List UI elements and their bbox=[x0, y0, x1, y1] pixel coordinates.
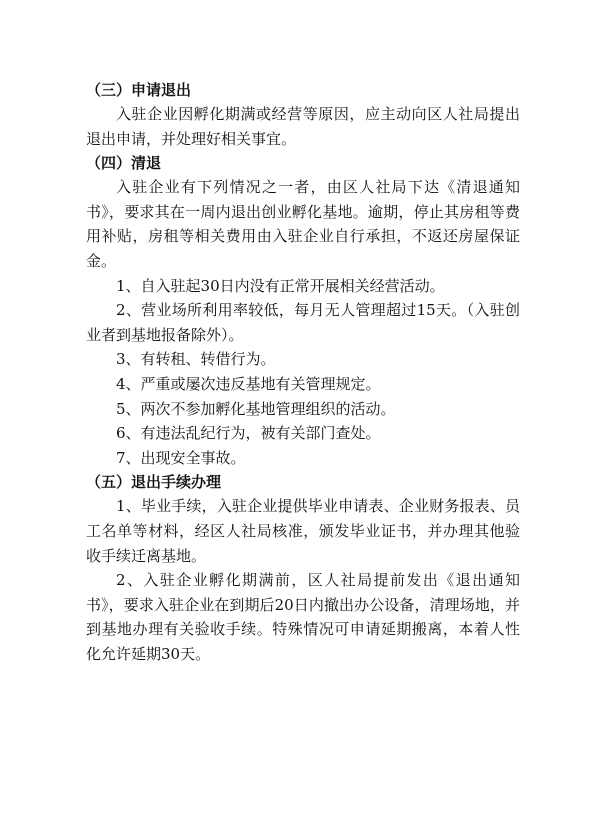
list-item: 1、毕业手续，入驻企业提供毕业申请表、企业财务报表、员工名单等材料，经区人社局核准，颁发毕业证书，并办理其他验收手续迁离基地。 bbox=[86, 497, 520, 565]
list-item: 1、自入驻起30日内没有正常开展相关经营活动。 bbox=[116, 276, 445, 295]
list-item: 2、入驻企业孵化期满前，区人社局提前发出《退出通知书》，要求入驻企业在到期后20日内撤出办公设备，清理场地，并到基地办理有关验收手续。特殊情况可申请延期搬离，本着人性化允许延期30天。 bbox=[86, 571, 520, 663]
section-heading-clearance: （四）清退 bbox=[86, 154, 162, 173]
list-item: 7、出现安全事故。 bbox=[116, 448, 246, 467]
list-item: 6、有违法乱纪行为，被有关部门查处。 bbox=[116, 424, 381, 443]
section-heading-exit-procedures: （五）退出手续办理 bbox=[86, 473, 222, 492]
document-body bbox=[86, 78, 520, 666]
paragraph: 入驻企业有下列情况之一者，由区人社局下达《清退通知书》，要求其在一周内退出创业孵化基地。逾期，停止其房租等费用补贴，房租等相关费用由入驻企业自行承担，不返还房屋保证金。 bbox=[86, 178, 520, 270]
list-item: 2、营业场所利用率较低，每月无人管理超过15天。（入驻创业者到基地报备除外）。 bbox=[86, 301, 520, 344]
list-item: 4、严重或屡次违反基地有关管理规定。 bbox=[116, 374, 381, 393]
list-item: 3、有转租、转借行为。 bbox=[116, 350, 276, 369]
paragraph: 入驻企业因孵化期满或经营等原因，应主动向区人社局提出退出申请，并处理好相关事宜。 bbox=[86, 105, 520, 148]
list-item: 5、两次不参加孵化基地管理组织的活动。 bbox=[116, 399, 396, 418]
section-heading-apply-exit: （三）申请退出 bbox=[86, 81, 192, 99]
